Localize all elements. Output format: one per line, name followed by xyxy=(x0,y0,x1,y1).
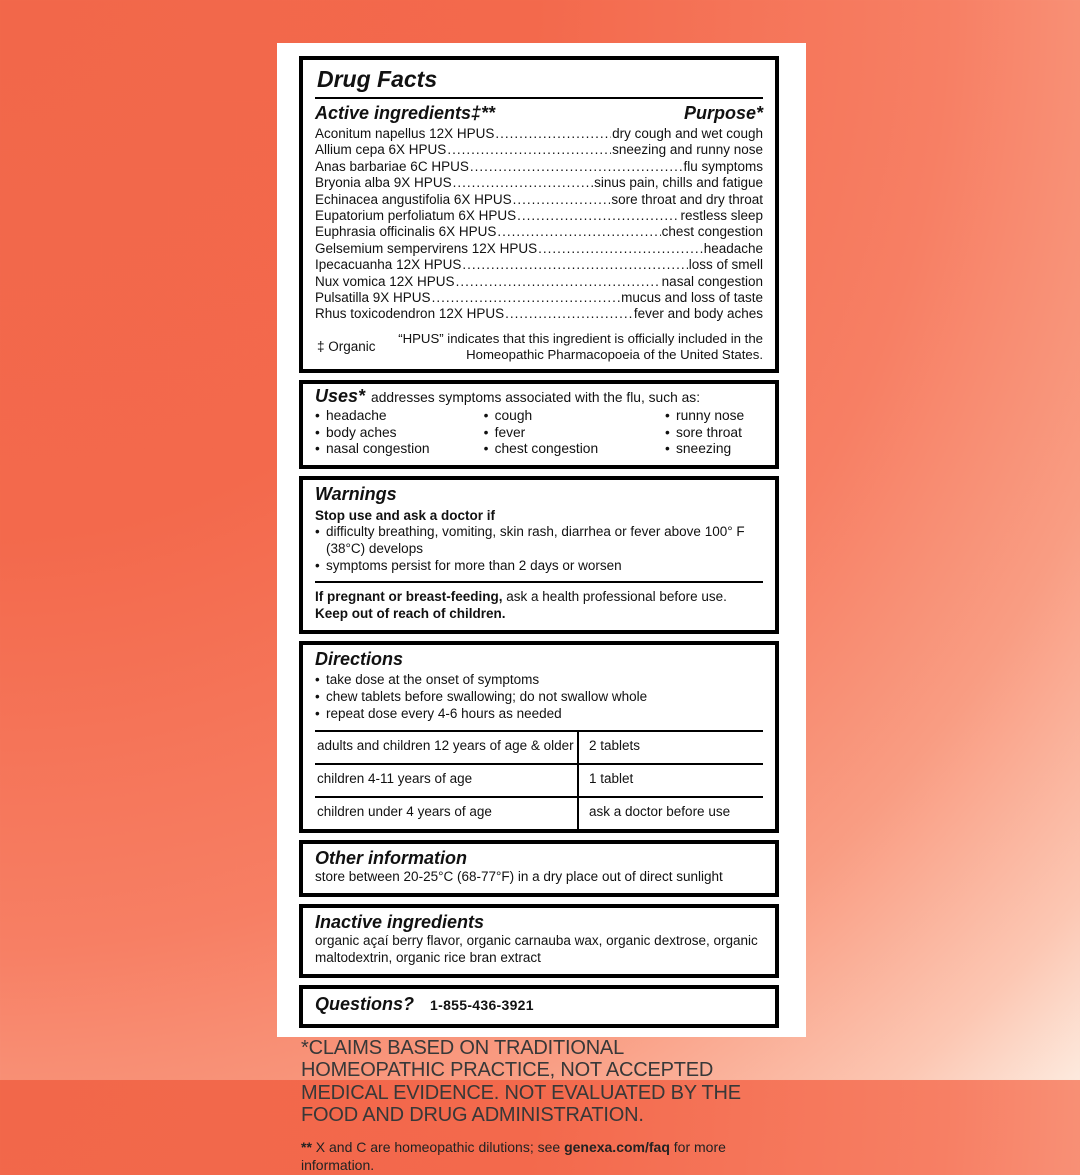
dilution-footnote-marker: ** xyxy=(301,1138,312,1155)
dot-leader xyxy=(517,208,679,224)
ingredient-row xyxy=(315,306,763,322)
phone-number: 1-855-436-3921 xyxy=(430,996,534,1013)
ingredient-row xyxy=(315,175,763,191)
directions-heading: Directions xyxy=(315,648,404,669)
dot-leader xyxy=(513,192,611,208)
ingredient-row xyxy=(315,126,763,142)
ingredient-purpose: chest congestion xyxy=(661,224,763,240)
ingredient-name: Anas barbariae 6C HPUS xyxy=(315,158,469,174)
uses-column xyxy=(315,408,484,458)
ingredient-purpose: sinus pain, chills and fatigue xyxy=(594,175,763,191)
table-row xyxy=(315,796,763,829)
dot-leader xyxy=(447,142,611,158)
warnings-heading: Warnings xyxy=(315,483,397,504)
use-item: • runny nose xyxy=(665,408,763,425)
ingredients-footnote xyxy=(315,331,763,363)
dilution-footnote: ** X and C are homeopathic dilutions; see genexa.com/faq for more information. xyxy=(301,1138,726,1174)
use-item: • fever xyxy=(484,425,665,442)
uses-heading: Uses* xyxy=(315,386,366,407)
ingredient-purpose: sore throat and dry throat xyxy=(611,191,763,207)
table-row xyxy=(315,763,763,796)
ingredient-row xyxy=(315,257,763,273)
ingredient-purpose: headache xyxy=(703,240,763,256)
dose-cell: ask a doctor before use xyxy=(577,798,763,829)
stop-use-line: Stop use and ask a doctor if xyxy=(315,507,496,523)
use-item: • headache xyxy=(315,408,484,425)
dot-leader xyxy=(470,159,683,175)
ingredient-name: Aconitum napellus 12X HPUS xyxy=(315,126,495,141)
ingredient-name: Bryonia alba 9X HPUS xyxy=(315,175,452,191)
warnings-divider xyxy=(315,581,763,583)
warning-item: • difficulty breathing, vomiting, skin rash, diarrhea or fever above 100° F (38°C) develops xyxy=(315,524,763,558)
inactive-ingredients-list: organic açaí berry flavor, organic carnauba wax, organic dextrose, organic maltodextrin, organic rice bran extract xyxy=(315,933,758,965)
uses-intro: addresses symptoms associated with the flu, such as: xyxy=(371,390,701,406)
ingredient-row xyxy=(315,290,763,306)
page-title: Drug Facts xyxy=(315,64,763,99)
use-item: • sore throat xyxy=(665,425,763,442)
ingredient-row xyxy=(315,224,763,240)
use-item: • nasal congestion xyxy=(315,441,484,458)
homeopathic-claims-disclaimer: *CLAIMS BASED ON TRADITIONAL HOMEOPATHIC PRACTICE, NOT ACCEPTED MEDICAL EVIDENCE. NOT EVALUATED BY THE FOOD AND DRUG ADMINISTRATION. xyxy=(301,1036,741,1127)
dot-leader xyxy=(453,175,594,191)
table-row xyxy=(315,730,763,763)
section-uses xyxy=(299,380,779,469)
direction-item: • chew tablets before swallowing; do not swallow whole xyxy=(315,689,763,706)
keep-out-warning: Keep out of reach of children. xyxy=(315,606,506,622)
ingredient-purpose: sneezing and runny nose xyxy=(612,142,763,158)
ingredient-row xyxy=(315,142,763,158)
dot-leader xyxy=(538,241,703,257)
ingredient-name: Eupatorium perfoliatum 6X HPUS xyxy=(315,208,517,224)
dot-leader xyxy=(495,126,611,142)
pregnancy-warning: If pregnant or breast-feeding, ask a health professional before use. xyxy=(315,589,727,605)
ingredient-name: Pulsatilla 9X HPUS xyxy=(315,290,431,306)
dose-cell: 2 tablets xyxy=(577,732,763,763)
use-item: • chest congestion xyxy=(484,441,665,458)
genexa-faq-url: genexa.com/faq xyxy=(564,1138,670,1155)
ingredient-purpose: fever and body aches xyxy=(633,306,763,322)
ingredient-row xyxy=(315,192,763,208)
warning-item: • symptoms persist for more than 2 days or worsen xyxy=(315,558,763,575)
ingredient-purpose: mucus and loss of taste xyxy=(621,290,763,306)
uses-header xyxy=(315,388,763,406)
organic-footnote: ‡ Organic xyxy=(317,339,376,355)
age-group-cell: adults and children 12 years of age & older xyxy=(317,738,574,754)
hpus-footnote: “HPUS” indicates that this ingredient is officially included in the Homeopathic Pharmacopoeia of the United States. xyxy=(398,330,763,362)
age-group-cell: children 4-11 years of age xyxy=(317,771,473,787)
ingredient-row xyxy=(315,274,763,290)
section-warnings xyxy=(299,476,779,634)
section-other-information xyxy=(299,840,779,897)
section-directions xyxy=(299,641,779,833)
ingredient-row xyxy=(315,159,763,175)
uses-column xyxy=(665,408,763,458)
ingredient-name: Allium cepa 6X HPUS xyxy=(315,142,447,158)
ingredient-name: Ipecacuanha 12X HPUS xyxy=(315,257,462,273)
use-item: • cough xyxy=(484,408,665,425)
direction-item: • repeat dose every 4-6 hours as needed xyxy=(315,706,763,723)
dot-leader xyxy=(432,290,621,306)
other-information-heading: Other information xyxy=(315,848,467,869)
dot-leader xyxy=(505,306,633,322)
active-ingredients-header xyxy=(315,103,763,124)
ingredient-name: Euphrasia officinalis 6X HPUS xyxy=(315,224,497,240)
age-group-cell: children under 4 years of age xyxy=(317,804,492,820)
dose-cell: 1 tablet xyxy=(577,765,763,796)
dosage-table xyxy=(315,730,763,829)
section-questions xyxy=(299,985,779,1028)
ingredient-purpose: restless sleep xyxy=(680,208,763,224)
ingredient-purpose: nasal congestion xyxy=(661,273,763,289)
uses-symptom-grid xyxy=(315,408,763,458)
ingredient-purpose: flu symptoms xyxy=(683,158,763,174)
ingredient-row xyxy=(315,241,763,257)
drug-facts-panel xyxy=(277,43,806,1174)
use-item: • body aches xyxy=(315,425,484,442)
active-ingredients-heading: Active ingredients‡** xyxy=(315,103,496,123)
ingredient-name: Echinacea angustifolia 6X HPUS xyxy=(315,191,512,207)
ingredient-name: Rhus toxicodendron 12X HPUS xyxy=(315,306,505,322)
dot-leader xyxy=(497,224,660,240)
inactive-ingredients-heading: Inactive ingredients xyxy=(315,912,485,933)
dot-leader xyxy=(462,257,687,273)
ingredient-purpose: loss of smell xyxy=(688,257,763,273)
ingredient-row xyxy=(315,208,763,224)
section-drug-facts xyxy=(299,56,779,373)
ingredient-name: Gelsemium sempervirens 12X HPUS xyxy=(315,240,538,256)
questions-row xyxy=(315,993,763,1017)
storage-instructions: store between 20-25°C (68-77°F) in a dry place out of direct sunlight xyxy=(315,869,723,885)
questions-heading: Questions? xyxy=(315,993,415,1014)
dot-leader xyxy=(456,274,661,290)
use-item: • sneezing xyxy=(665,441,763,458)
ingredient-purpose: dry cough and wet cough xyxy=(612,126,763,141)
uses-column xyxy=(484,408,665,458)
ingredient-name: Nux vomica 12X HPUS xyxy=(315,273,455,289)
direction-item: • take dose at the onset of symptoms xyxy=(315,672,763,689)
purpose-heading: Purpose* xyxy=(683,103,763,123)
section-inactive-ingredients xyxy=(299,904,779,978)
